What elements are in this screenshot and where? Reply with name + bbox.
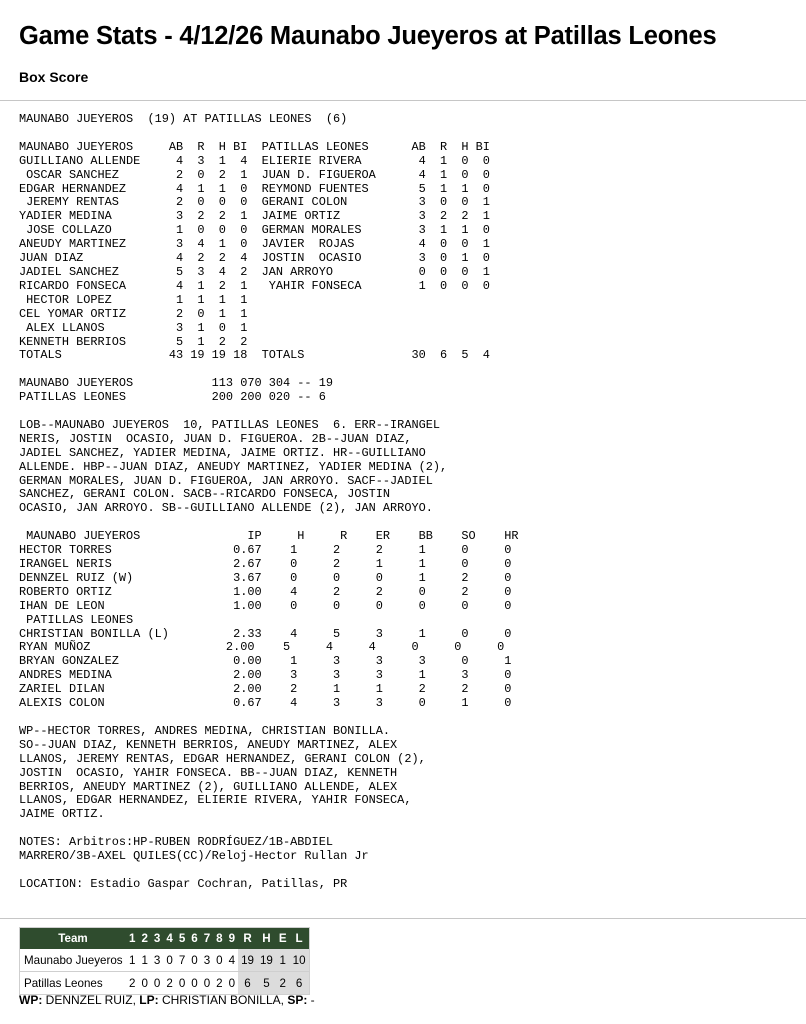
header-inning-7: 7 (201, 928, 213, 950)
header-errors: E (276, 928, 290, 950)
inning-score: 0 (226, 972, 238, 995)
inning-score: 2 (163, 972, 175, 995)
header-inning-5: 5 (176, 928, 188, 950)
lp-label: LP: (139, 993, 159, 1007)
sp-label: SP: (287, 993, 308, 1007)
inning-score: 3 (201, 949, 213, 972)
header-inning-6: 6 (188, 928, 200, 950)
total-runs: 19 (238, 949, 257, 972)
team-name: Patillas Leones (20, 972, 127, 995)
header-inning-3: 3 (151, 928, 163, 950)
inning-score: 0 (188, 972, 200, 995)
divider (0, 918, 806, 919)
header-team: Team (20, 928, 127, 950)
inning-score: 0 (138, 972, 150, 995)
inning-score: 0 (213, 949, 225, 972)
total-lob: 6 (290, 972, 309, 995)
linescore-row-away (20, 949, 310, 972)
page-title: Game Stats - 4/12/26 Maunabo Jueyeros at Patillas Leones (19, 22, 717, 50)
total-errors: 1 (276, 949, 290, 972)
inning-score: 0 (151, 972, 163, 995)
header-hits: H (257, 928, 276, 950)
header-inning-8: 8 (213, 928, 225, 950)
inning-score: 1 (126, 949, 138, 972)
box-score-text: MAUNABO JUEYEROS (19) AT PATILLAS LEONES (6) MAUNABO JUEYEROS AB R H BI PATILLAS LEONES AB R H BI GUILLIANO ALLENDE 4 3 1 4 ELIERIE RIVERA 4 1 0 0 OSCAR SANCHEZ 2 0 2 1 JUAN D. FIGUEROA 4 1 0 0 EDGAR HERNANDEZ 4 1 1 0 REYMOND FUENTES 5 1 1 0 JEREMY RENTAS 2 0 0 0 GERANI COLON 3 0 0 1 YADIER MEDINA 3 2 2 1 JAIME ORTIZ 3 2 2 1 JOSE COLLAZO 1 0 0 0 GERMAN MORALES 3 1 1 0 ANEUDY MARTINEZ 3 4 1 0 JAVIER ROJAS 4 0 0 1 JUAN DIAZ 4 2 2 4 JOSTIN OCASIO 3 0 1 0 JADIEL SANCHEZ 5 3 4 2 JAN ARROYO 0 0 0 1 RICARDO FONSECA 4 1 2 1 YAHIR FONSECA 1 0 0 0 HECTOR LOPEZ 1 1 1 1 CEL YOMAR ORTIZ 2 0 1 1 ALEX LLANOS 3 1 0 1 KENNETH BERRIOS 5 1 2 2 TOTALS 43 19 19 18 TOTALS 30 6 5 4 MAUNABO JUEYEROS 113 070 304 -- 19 PATILLAS LEONES 200 200 020 -- 6 LOB--MAUNABO JUEYEROS 10, PATILLAS LEONES 6. ERR--IRANGEL NERIS, JOSTIN OCASIO, JUAN D. FIGUEROA. 2B--JUAN DIAZ, JADIEL SANCHEZ, YADIER MEDINA, JAIME ORTIZ. HR--GUILLIANO ALLENDE. HBP--JUAN DIAZ, ANEUDY MARTINEZ, YADIER MEDINA (2), GERMAN MORALES, JUAN D. FIGUEROA, JAN ARROYO. SACF--JADIEL SANCHEZ, GERANI COLON. SACB--RICARDO FONSECA, JOSTIN OCASIO, JAN ARROYO. SB--GUILLIANO ALLENDE (2), JAN ARROYO. MAUNABO JUEYEROS IP H R ER BB SO HR HECTOR TORRES 0.67 1 2 2 1 0 0 IRANGEL NERIS 2.67 0 2 1 1 0 0 DENNZEL RUIZ (W) 3.67 0 0 0 1 2 0 ROBERTO ORTIZ 1.00 4 2 2 0 2 0 IHAN DE LEON 1.00 0 0 0 0 0 0 PATILLAS LEONES CHRISTIAN BONILLA (L) 2.33 4 5 3 1 0 0 RYAN MUÑOZ 2.00 5 4 4 0 0 0 BRYAN GONZALEZ 0.00 1 3 3 3 0 1 ANDRES MEDINA 2.00 3 3 3 1 3 0 ZARIEL DILAN 2.00 2 1 1 2 2 0 ALEXIS COLON 0.67 4 3 3 0 1 0 WP--HECTOR TORRES, ANDRES MEDINA, CHRISTIAN BONILLA. SO--JUAN DIAZ, KENNETH BERRIOS, ANEUDY MARTINEZ, ALEX LLANOS, JEREMY RENTAS, EDGAR HERNANDEZ, GERANI COLON (2), JOSTIN OCASIO, YAHIR FONSECA. BB--JUAN DIAZ, KENNETH BERRIOS, ANEUDY MARTINEZ (2), GUILLIANO ALLENDE, ALEX LLANOS, EDGAR HERNANDEZ, ELIERIE RIVERA, YAHIR FONSECA, JAIME ORTIZ. NOTES: Arbitros:HP-RUBEN RODRÍGUEZ/1B-ABDIEL MARRERO/3B-AXEL QUILES(CC)/Reloj-Hector Rullan Jr LOCATION: Estadio Gaspar Cochran, Patillas, PR (19, 112, 519, 891)
losing-pitcher: CHRISTIAN BONILLA, (161, 993, 284, 1007)
inning-score: 3 (151, 949, 163, 972)
inning-score: 1 (138, 949, 150, 972)
divider (0, 100, 806, 101)
total-runs: 6 (238, 972, 257, 995)
total-errors: 2 (276, 972, 290, 995)
winning-pitcher: DENNZEL RUIZ, (45, 993, 136, 1007)
linescore-header-row (20, 928, 310, 950)
header-inning-9: 9 (226, 928, 238, 950)
total-lob: 10 (290, 949, 309, 972)
linescore-table (19, 927, 310, 995)
header-inning-4: 4 (163, 928, 175, 950)
pitching-decisions (19, 993, 315, 1007)
team-name: Maunabo Jueyeros (20, 949, 127, 972)
inning-score: 0 (176, 972, 188, 995)
inning-score: 4 (226, 949, 238, 972)
header-inning-2: 2 (138, 928, 150, 950)
inning-score: 2 (213, 972, 225, 995)
inning-score: 2 (126, 972, 138, 995)
total-hits: 5 (257, 972, 276, 995)
wp-label: WP: (19, 993, 43, 1007)
inning-score: 7 (176, 949, 188, 972)
total-hits: 19 (257, 949, 276, 972)
header-inning-1: 1 (126, 928, 138, 950)
section-heading: Box Score (19, 69, 89, 85)
linescore-row-home (20, 972, 310, 995)
inning-score: 0 (188, 949, 200, 972)
header-lob: L (290, 928, 309, 950)
save-pitcher: - (310, 993, 315, 1007)
inning-score: 0 (163, 949, 175, 972)
header-runs: R (238, 928, 257, 950)
inning-score: 0 (201, 972, 213, 995)
